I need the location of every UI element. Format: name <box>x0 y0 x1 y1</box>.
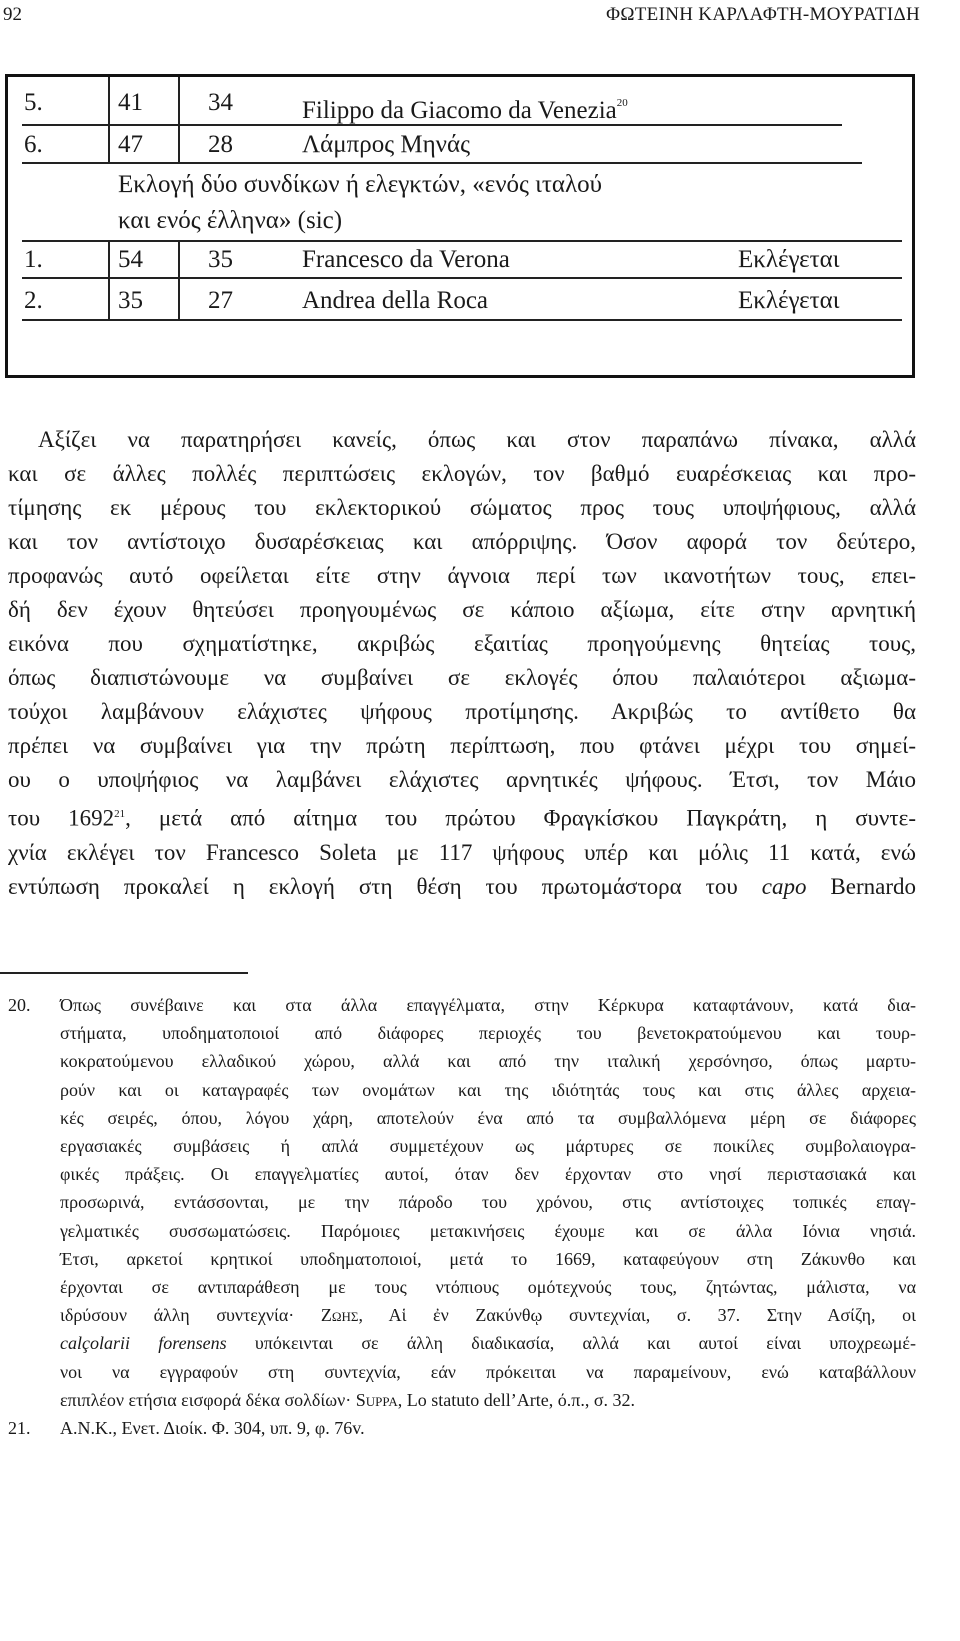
footnote-separator <box>0 972 248 974</box>
footnote-line: επιπλέον ετήσια εισφορά δέκα σολδίων· Suppa, Lo statuto dell’Arte, ό.π., σ. 32. <box>60 1389 636 1410</box>
footnote-ref: 20 <box>616 97 628 109</box>
text-line: του 1692$^{21}$, μετά από αίτημα του πρώτου Φραγκίσκου Παγκράτη, η συντε- <box>8 805 916 831</box>
footnote-line: Α.Ν.Κ., Ενετ. Διοίκ. Φ. 304, υπ. 9, φ. 76v. <box>60 1418 365 1439</box>
footnote-line: Έτσι, αρκετοί κρητικοί υποδηματοποιοί, μετά το 1669, καταφεύγουν στη Ζάκυνθο και <box>60 1248 916 1269</box>
row-rule <box>22 319 902 321</box>
text-line: εντύπωση προκαλεί η εκλογή στη θέση του πρωτομάστορα του capo Bernardo <box>8 873 916 899</box>
footnote-line: calçolarii forensens υπόκεινται σε άλλη διαδικασία, αλλά και αυτοί είναι υποχρεωμέ- <box>60 1333 916 1354</box>
footnote-line: ιδρύσουν άλλη συντεχνία· Ζωης, Αἱ ἐν Ζακύνθῳ συντεχνίαι, σ. 37. Στην Ασίζη, οι <box>60 1305 916 1326</box>
footnote-number: 21. <box>8 1418 31 1439</box>
column-rule <box>108 77 110 163</box>
row-number: 5. <box>24 89 43 116</box>
text-line: τίμησης εκ μέρους του εκλεκτορικού σώματος προς τους υποψήφιους, αλλά <box>8 495 916 520</box>
column-rule <box>108 240 110 320</box>
column-rule <box>178 240 180 320</box>
candidate-name: Filippo da Giacomo da Venezia$^{20}$ <box>302 97 628 124</box>
row-rule <box>22 162 862 164</box>
text-line: πρέπει να συμβαίνει για την πρώτη περίπτωση, που φτάνει μέχρι του σημεί- <box>8 733 916 758</box>
votes-against: 28 <box>208 131 233 158</box>
footnote-line: προσωρινά, εντάσσονται, με την πάροδο του χρόνου, στις αντίστοιχες τοπικές επαγ- <box>60 1192 916 1213</box>
votes-for: 35 <box>118 287 143 314</box>
main-paragraph <box>8 423 916 904</box>
footnote-line: κές σειρές, όπου, λόγου χάρη, αποτελούν ένα από τα συμβαλλόμενα μέρη σε διάφορες <box>60 1107 916 1128</box>
row-number: 1. <box>24 246 43 273</box>
footnotes <box>0 991 916 1442</box>
row-number: 2. <box>24 287 43 314</box>
footnote-line: φικές πράξεις. Οι επαγγελματίες αυτοί, όταν δεν έρχονταν στο νησί περιστασιακά και <box>60 1164 916 1185</box>
text-line: όπως διαπιστώνουμε να συμβαίνει σε εκλογές όπου παλαιότεροι αξιωμα- <box>8 665 916 690</box>
footnote-line: γελματικές συσσωματώσεις. Παρόμοιες μετακινήσεις έχουμε και σε άλλα Ιόνια νησιά. <box>60 1220 916 1241</box>
row-rule <box>22 277 902 279</box>
candidate-name: Λάμπρος Μηνάς <box>302 131 470 158</box>
page-number: 92 <box>3 4 22 25</box>
election-table <box>5 74 915 378</box>
candidate-name: Andrea della Roca <box>302 287 489 314</box>
table-note-line: και ενός έλληνα» (sic) <box>118 207 343 234</box>
footnote-number: 20. <box>8 995 31 1015</box>
footnote-20 <box>0 991 916 1414</box>
footnote-line: νοι να εγγραφούν στη συντεχνία, εάν πρόκειται να παραμείνουν, ενώ καταβάλλουν <box>60 1361 916 1382</box>
election-result: Εκλέγεται <box>738 287 840 314</box>
votes-for: 41 <box>118 89 143 116</box>
column-rule <box>178 77 180 163</box>
text-line: τούχοι λαμβάνουν ελάχιστες ψήφους προτίμησης. Ακριβώς το αντίθετο θα <box>8 699 916 724</box>
footnote-line: Όπως συνέβαινε και στα άλλα επαγγέλματα, στην Κέρκυρα καταφτάνουν, κατά δια- <box>60 995 916 1015</box>
footnote-line: εργασιακές συμβάσεις ή απλά συμμετέχουν ως μάρτυρες σε ποικίλες συμβολαιογρα- <box>60 1136 916 1157</box>
votes-against: 35 <box>208 246 233 273</box>
footnote-line: στήματα, υποδηματοποιοί από διάφορες περιοχές του βενετοκρατούμενου και τουρ- <box>60 1023 916 1044</box>
footnote-line: έρχονται σε αντιπαράθεση με τους ντόπιους ομότεχνούς τους, ζητώντας, μάλιστα, να <box>60 1277 916 1298</box>
votes-for: 47 <box>118 131 143 158</box>
footnote-line: ρούν και οι καταγραφές των ονομάτων και της ιδιότητάς τους και στις άλλες αρχεια- <box>60 1079 916 1100</box>
table-note-line: Εκλογή δύο συνδίκων ή ελεγκτών, «ενός ιταλού <box>118 171 603 198</box>
row-rule <box>22 240 902 242</box>
text-line: δή δεν έχουν θητεύσει προηγουμένως σε κάποιο αξίωμα, είτε στην αρνητική <box>8 597 916 622</box>
running-title: ΦΩΤΕΙΝΗ ΚΑΡΛΑΦΤΗ-ΜΟΥΡΑΤΙΔΗ <box>606 4 920 25</box>
candidate-name: Francesco da Verona <box>302 246 510 273</box>
footnote-line: κοκρατούμενου ελλαδικού χώρου, αλλά και από την ιταλική χερσόνησο, όπως μαρτυ- <box>60 1051 916 1072</box>
text-line: χνία εκλέγει τον Francesco Soleta με 117 ψήφους υπέρ και μόλις 11 κατά, ενώ <box>8 839 916 865</box>
row-number: 6. <box>24 131 43 158</box>
text-line: Αξίζει να παρατηρήσει κανείς, όπως και στον παραπάνω πίνακα, αλλά <box>38 427 916 452</box>
footnote-21 <box>0 1414 916 1442</box>
text-line: προφανώς αυτό οφείλεται είτε στην άγνοια περί των ικανοτήτων τους, επει- <box>8 563 916 588</box>
election-result: Εκλέγεται <box>738 246 840 273</box>
votes-for: 54 <box>118 246 143 273</box>
text-line: και σε άλλες πολλές περιπτώσεις εκλογών, τον βαθμό ευαρέσκειας και προ- <box>8 461 916 486</box>
text-line: εικόνα που σχηματίστηκε, ακριβώς εξαιτίας προηγούμενης θητείας τους, <box>8 631 916 656</box>
votes-against: 27 <box>208 287 233 314</box>
text-line: ου ο υποψήφιος να λαμβάνει ελάχιστες αρνητικές ψήφους. Έτσι, τον Μάιο <box>8 767 916 792</box>
page-header <box>0 0 960 30</box>
footnote-ref: 21 <box>114 808 126 820</box>
text-line: και τον αντίστοιχο δυσαρέσκειας και απόρριψης. Όσον αφορά τον δεύτερο, <box>8 529 916 554</box>
votes-against: 34 <box>208 89 233 116</box>
